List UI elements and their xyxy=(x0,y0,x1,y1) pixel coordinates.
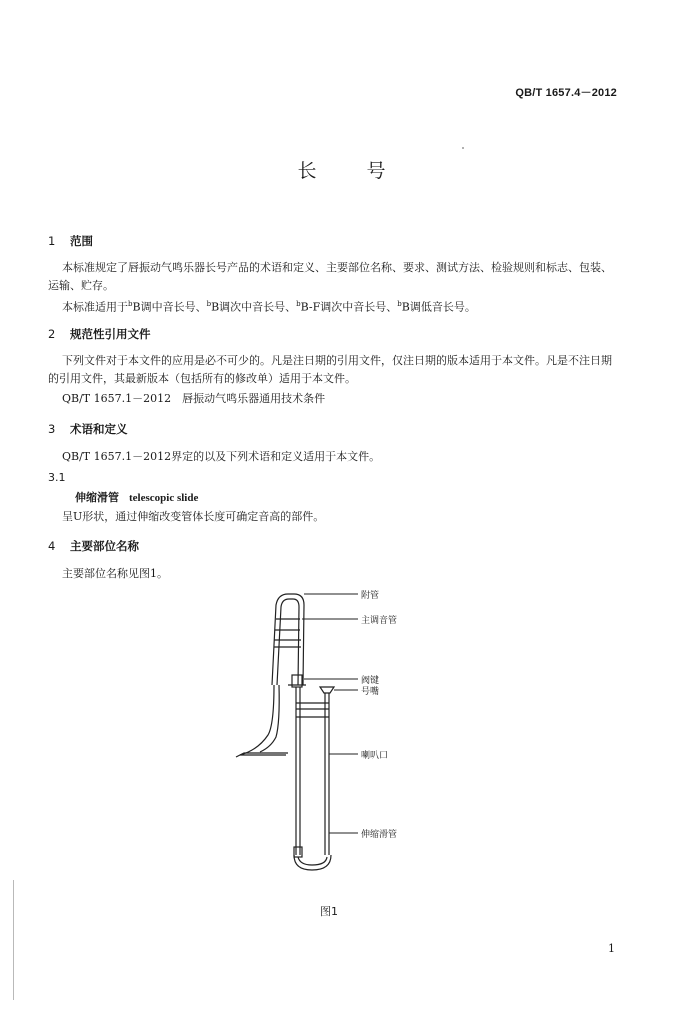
section-number: 4 xyxy=(48,539,56,553)
figure-label-main-tuning-pipe: 主调音管 xyxy=(361,616,398,626)
term-chinese: 伸缩滑管 xyxy=(75,491,119,504)
page-title: 长 号 xyxy=(297,160,408,182)
section-number: 3 xyxy=(48,422,56,436)
section-title: 主要部位名称 xyxy=(70,539,139,553)
section-3-heading xyxy=(48,421,128,437)
section-number: 1 xyxy=(48,234,56,248)
figure-caption: 图1 xyxy=(320,905,338,918)
terms-intro-paragraph: QB/T 1657.1－2012界定的以及下列术语和定义适用于本文件。 xyxy=(62,450,381,463)
section-2-heading xyxy=(48,326,151,342)
trombone-figure xyxy=(230,585,450,885)
figure-label-tuning-bow: 附管 xyxy=(361,591,380,601)
applicability-paragraph xyxy=(62,295,476,317)
flat-superscript: b xyxy=(397,300,402,308)
section-title: 范围 xyxy=(70,234,93,248)
term-definition: 呈U形状，通过伸缩改变管体长度可确定音高的部件。 xyxy=(62,510,325,523)
flat-superscript: b xyxy=(206,300,212,308)
text-run: B调低音长号。 xyxy=(401,300,476,314)
section-4-heading xyxy=(48,538,139,554)
text-run: 本标准适用于 xyxy=(62,300,128,314)
text-run: B-F调次中音长号、 xyxy=(300,300,398,314)
section-title: 术语和定义 xyxy=(70,422,128,436)
scan-edge-line xyxy=(13,880,14,1000)
page-number: 1 xyxy=(608,942,615,955)
term-number: 3.1 xyxy=(48,471,66,484)
section-title: 规范性引用文件 xyxy=(70,327,151,341)
term-heading xyxy=(75,489,198,505)
text-run: B调次中音长号、 xyxy=(211,300,297,314)
flat-superscript: b xyxy=(128,300,133,308)
text-run: B调中音长号、 xyxy=(132,300,207,314)
section-number: 2 xyxy=(48,327,56,341)
referenced-standard: QB/T 1657.1－2012 唇振动气鸣乐器通用技术条件 xyxy=(62,392,326,405)
section-1-heading xyxy=(48,233,93,249)
scope-paragraph: 本标准规定了唇振动气鸣乐器长号产品的术语和定义、主要部位名称、要求、测试方法、检验规则和标志、包装、运输、贮存。 xyxy=(48,261,612,292)
figure-label-bell: 喇叭口 xyxy=(361,751,389,761)
figure-label-valve-key: 阀键 xyxy=(361,676,380,686)
normative-references-paragraph: 下列文件对于本文件的应用是必不可少的。凡是注日期的引用文件，仅注日期的版本适用于本文件。凡是不注日期的引用文件，其最新版本（包括所有的修改单）适用于本文件。 xyxy=(48,354,612,385)
figure-label-telescopic-slide: 伸缩滑管 xyxy=(361,830,398,840)
scan-speck xyxy=(462,147,464,149)
figure-label-mouthpiece: 号嘴 xyxy=(361,687,380,697)
figure-reference-paragraph: 主要部位名称见图1。 xyxy=(62,567,168,580)
flat-superscript: b xyxy=(296,300,301,308)
standard-number: QB/T 1657.4－2012 xyxy=(515,87,617,99)
term-english: telescopic slide xyxy=(129,492,199,504)
